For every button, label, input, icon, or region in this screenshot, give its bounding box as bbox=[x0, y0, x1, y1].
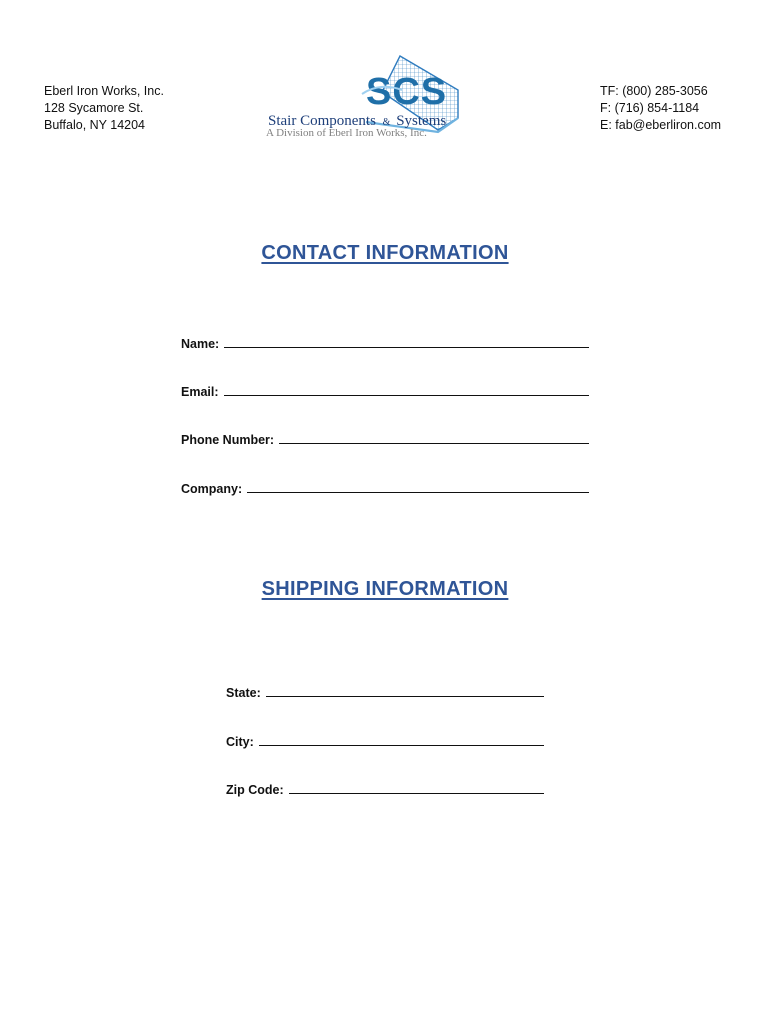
contact-information-heading: CONTACT INFORMATION bbox=[261, 242, 509, 264]
city-input-line[interactable] bbox=[259, 745, 544, 746]
name-input-line[interactable] bbox=[224, 347, 589, 348]
email-input-line[interactable] bbox=[224, 395, 589, 396]
name-label: Name: bbox=[181, 337, 220, 351]
phone-number-label: Phone Number: bbox=[181, 433, 275, 447]
state-label: State: bbox=[226, 686, 261, 700]
state-input-line[interactable] bbox=[266, 696, 544, 697]
email-label: Email: bbox=[181, 385, 219, 399]
email-field[interactable] bbox=[181, 381, 589, 399]
company-input-line[interactable] bbox=[247, 492, 589, 493]
city-label: City: bbox=[226, 735, 254, 749]
zip-code-label: Zip Code: bbox=[226, 783, 284, 797]
phone-number-field[interactable] bbox=[181, 429, 589, 447]
address-line-city: Buffalo, NY 14204 bbox=[44, 118, 146, 132]
logo-division: A Division of Eberl Iron Works, Inc. bbox=[266, 127, 427, 139]
zip-code-input-line[interactable] bbox=[289, 793, 544, 794]
address-line-company: Eberl Iron Works, Inc. bbox=[44, 84, 164, 98]
phone-number-input-line[interactable] bbox=[279, 443, 589, 444]
shipping-information-heading: SHIPPING INFORMATION bbox=[261, 578, 509, 600]
company-address bbox=[44, 83, 164, 134]
scs-logo-graphic bbox=[262, 52, 494, 140]
company-field[interactable] bbox=[181, 478, 589, 496]
state-field[interactable] bbox=[226, 682, 544, 700]
logo-letters: SCS bbox=[366, 71, 448, 113]
scs-logo bbox=[262, 52, 494, 140]
zip-code-field[interactable] bbox=[226, 779, 544, 797]
company-email: E: fab@eberliron.com bbox=[600, 118, 722, 132]
company-contact bbox=[600, 83, 721, 134]
name-field[interactable] bbox=[181, 333, 589, 351]
city-field[interactable] bbox=[226, 731, 544, 749]
fax-number: F: (716) 854-1184 bbox=[600, 101, 700, 115]
address-line-street: 128 Sycamore St. bbox=[44, 101, 144, 115]
company-label: Company: bbox=[181, 482, 243, 496]
tollfree-number: TF: (800) 285-3056 bbox=[600, 84, 708, 98]
logo-name: Stair Components & Systems bbox=[268, 113, 447, 129]
